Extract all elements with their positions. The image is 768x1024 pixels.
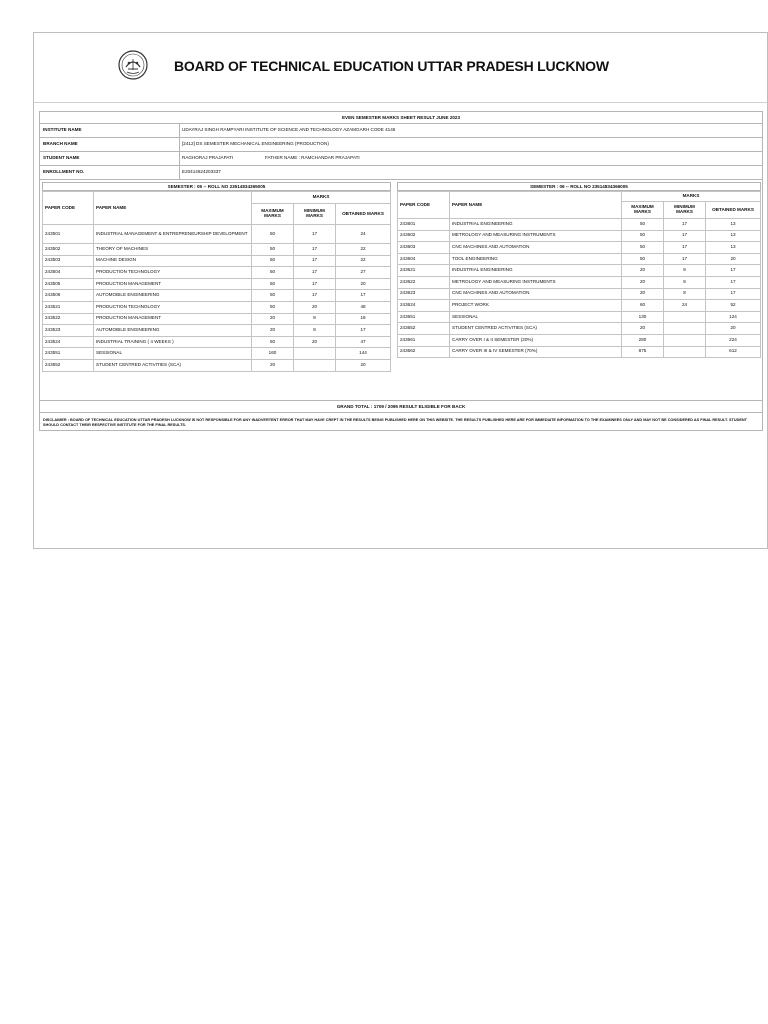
max-marks-cell: 50 [252, 336, 294, 348]
enrollment-label: ENROLLMENT NO. [43, 169, 85, 174]
max-marks-cell: 50 [252, 301, 294, 313]
semester-5-table [42, 191, 391, 372]
col-paper-code: PAPER CODE [398, 192, 450, 219]
min-marks-cell: 17 [294, 290, 336, 302]
col-marks: MARKS [622, 192, 761, 202]
father-name: FATHER NAME : RAMCHANDAR PRAJAPATI [265, 155, 360, 160]
student-value: RAGHORAJ PRAJAPATI [182, 155, 234, 160]
paper-name-cell: INDUSTRIAL ENGINEERING [450, 219, 622, 231]
obtained-marks-cell: 13 [706, 230, 761, 242]
paper-name-cell: INDUSTRIAL TRAINING ( 4 WEEKS ) [94, 336, 252, 348]
paper-code-cell: 243524 [43, 336, 94, 348]
min-marks-cell: 17 [294, 278, 336, 290]
table-row [43, 278, 391, 290]
obtained-marks-cell: 612 [706, 346, 761, 358]
institute-row [40, 124, 762, 138]
student-label: STUDENT NAME [43, 155, 80, 160]
paper-name-cell: CARRY OVER I & II SEMESTER (20%) [450, 334, 622, 346]
max-marks-cell: 50 [252, 278, 294, 290]
paper-code-cell: 243506 [43, 290, 94, 302]
table-row [43, 255, 391, 267]
institute-value: UDAYRAJ SINGH RAMPYARI INSTITUTE OF SCIENCE AND TECHNOLOGY AZAMGARH CODE 4146 [182, 127, 396, 132]
paper-code-cell: 243652 [398, 323, 450, 335]
col-paper-name: PAPER NAME [450, 192, 622, 219]
semester-6-table [397, 191, 761, 358]
min-marks-cell: 20 [294, 301, 336, 313]
paper-code-cell: 243505 [43, 278, 94, 290]
min-marks-cell: 20 [294, 336, 336, 348]
table-row [398, 230, 761, 242]
table-row [398, 288, 761, 300]
divider [179, 152, 180, 165]
min-marks-cell: 17 [664, 242, 706, 254]
min-marks-cell [294, 359, 336, 371]
paper-name-cell: MACHINE DESIGN [94, 255, 252, 267]
col-maximum: MAXIMUM MARKS [252, 204, 294, 225]
divider [179, 138, 180, 151]
max-marks-cell: 50 [252, 244, 294, 256]
obtained-marks-cell: 18 [336, 313, 391, 325]
table-row [43, 225, 391, 244]
paper-code-cell: 243623 [398, 288, 450, 300]
obtained-marks-cell: 20 [336, 359, 391, 371]
paper-name-cell: METROLOGY AND MEASURING INSTRUMENTS [450, 230, 622, 242]
paper-code-cell: 243503 [43, 255, 94, 267]
obtained-marks-cell: 124 [706, 311, 761, 323]
paper-code-cell: 243522 [43, 313, 94, 325]
paper-name-cell: STUDENT CENTRED ACTIVITIES (SCA) [450, 323, 622, 335]
max-marks-cell: 20 [252, 313, 294, 325]
semester-6-section [397, 182, 761, 358]
result-block [39, 111, 763, 431]
table-row [398, 242, 761, 254]
min-marks-cell: 17 [664, 253, 706, 265]
obtained-marks-cell: 27 [336, 267, 391, 279]
paper-name-cell: AUTOMOBILE ENGINEERING [94, 325, 252, 337]
board-title: BOARD OF TECHNICAL EDUCATION UTTAR PRADESH LUCKNOW [174, 58, 609, 74]
divider [179, 124, 180, 137]
max-marks-cell: 20 [252, 325, 294, 337]
paper-code-cell: 243601 [398, 219, 450, 231]
table-row [398, 276, 761, 288]
min-marks-cell: 17 [294, 267, 336, 279]
col-paper-name: PAPER NAME [94, 192, 252, 225]
semester-5-title: SEMESTER : 05 -- ROLL NO 23514834365005 [42, 182, 391, 191]
min-marks-cell: 8 [294, 313, 336, 325]
col-minimum: MINIMUM MARKS [664, 202, 706, 219]
col-obtained: OBTAINED MARKS [336, 204, 391, 225]
obtained-marks-cell: 22 [336, 255, 391, 267]
paper-name-cell: TOOL ENGINEERING [450, 253, 622, 265]
col-minimum: MINIMUM MARKS [294, 204, 336, 225]
paper-code-cell: 243504 [43, 267, 94, 279]
max-marks-cell: 50 [252, 225, 294, 244]
table-row [43, 325, 391, 337]
col-maximum: MAXIMUM MARKS [622, 202, 664, 219]
obtained-marks-cell: 20 [336, 278, 391, 290]
table-row [43, 301, 391, 313]
enrollment-row [40, 166, 762, 180]
table-row [398, 300, 761, 312]
semester-tables [40, 180, 762, 401]
paper-code-cell: 243521 [43, 301, 94, 313]
obtained-marks-cell: 13 [706, 219, 761, 231]
paper-name-cell: PRODUCTION TECHNOLOGY [94, 301, 252, 313]
paper-code-cell: 243622 [398, 276, 450, 288]
paper-name-cell: METROLOGY AND MEASURING INSTRUMENTS [450, 276, 622, 288]
up-emblem-icon [118, 50, 148, 80]
col-paper-code: PAPER CODE [43, 192, 94, 225]
min-marks-cell [664, 311, 706, 323]
obtained-marks-cell: 52 [706, 300, 761, 312]
paper-code-cell: 243502 [43, 244, 94, 256]
paper-name-cell: SESSIONAL [450, 311, 622, 323]
table-row [43, 336, 391, 348]
max-marks-cell: 280 [622, 334, 664, 346]
obtained-marks-cell: 24 [336, 225, 391, 244]
table-row [398, 265, 761, 277]
max-marks-cell: 20 [252, 359, 294, 371]
table-row [398, 323, 761, 335]
paper-name-cell: THEORY OF MACHINES [94, 244, 252, 256]
min-marks-cell [664, 323, 706, 335]
disclaimer: DISCLAIMER : BOARD OF TECHNICAL EDUCATION UTTAR PRADESH LUCKNOW IS NOT RESPONSIBLE FOR ANY INADVERTENT ERROR THAT MAY HAVE CREPT IN THE RESULTS BEING PUBLISHED HERE ON THIS WEBSITE. THE RESULTS PUBLISHED HERE ARE FOR IMMEDIATE INFORMATION TO THE EXAMINEES ONLY AND MAY NOT BE CONSIDERED AS FINAL RESULT. STUDENT SHOULD CONTACT THEIR RESPECTIVE INSTITUTE FOR THE FINAL RESULTS. [43, 418, 747, 427]
semester-5-section [42, 182, 391, 372]
max-marks-cell: 60 [622, 300, 664, 312]
min-marks-cell: 17 [664, 230, 706, 242]
min-marks-cell: 17 [664, 219, 706, 231]
min-marks-cell: 17 [294, 244, 336, 256]
semester-6-title: SEMESTER : 06 -- ROLL NO 23514834366005 [397, 182, 761, 191]
min-marks-cell: 8 [664, 288, 706, 300]
paper-name-cell: PRODUCTION TECHNOLOGY [94, 267, 252, 279]
obtained-marks-cell: 47 [336, 336, 391, 348]
table-row [398, 219, 761, 231]
paper-code-cell: 243603 [398, 242, 450, 254]
max-marks-cell: 20 [622, 265, 664, 277]
obtained-marks-cell: 20 [706, 323, 761, 335]
max-marks-cell: 50 [622, 242, 664, 254]
paper-name-cell: INDUSTRIAL MANAGEMENT & ENTREPRENEURSHIP DEVELOPMENT [94, 225, 252, 244]
table-row [398, 334, 761, 346]
min-marks-cell [664, 334, 706, 346]
enrollment-value: E20414624203337 [182, 169, 221, 174]
branch-label: BRANCH NAME [43, 141, 78, 146]
paper-name-cell: PROJECT WORK [450, 300, 622, 312]
max-marks-cell: 20 [622, 288, 664, 300]
table-row [43, 348, 391, 360]
max-marks-cell: 50 [252, 267, 294, 279]
obtained-marks-cell: 20 [706, 253, 761, 265]
paper-code-cell: 243662 [398, 346, 450, 358]
grand-total: GRAND TOTAL : 1709 / 2095 RESULT ELIGIBLE FOR BACK [40, 401, 762, 413]
divider [179, 166, 180, 179]
paper-name-cell: PRODUCTION MANAGEMENT [94, 278, 252, 290]
table-row [43, 290, 391, 302]
table-row [43, 313, 391, 325]
paper-name-cell: STUDENT CENTRED ACTIVITIES (SCA) [94, 359, 252, 371]
table-row [398, 253, 761, 265]
marks-sheet [33, 32, 768, 549]
max-marks-cell: 50 [252, 255, 294, 267]
min-marks-cell: 8 [664, 276, 706, 288]
paper-code-cell: 243552 [43, 359, 94, 371]
student-row [40, 152, 762, 166]
min-marks-cell [294, 348, 336, 360]
obtained-marks-cell: 17 [706, 288, 761, 300]
max-marks-cell: 50 [252, 290, 294, 302]
col-marks: MARKS [252, 192, 391, 204]
paper-name-cell: PRODUCTION MANAGEMENT [94, 313, 252, 325]
paper-code-cell: 243651 [398, 311, 450, 323]
max-marks-cell: 20 [622, 276, 664, 288]
table-row [43, 267, 391, 279]
exam-title: EVEN SEMESTER MARKS SHEET RESULT JUNE 2023 [40, 112, 762, 124]
min-marks-cell: 17 [294, 255, 336, 267]
min-marks-cell: 24 [664, 300, 706, 312]
max-marks-cell: 50 [622, 253, 664, 265]
obtained-marks-cell: 17 [336, 290, 391, 302]
max-marks-cell: 875 [622, 346, 664, 358]
paper-name-cell: AUTOMOBILE ENGINEERING [94, 290, 252, 302]
max-marks-cell: 160 [252, 348, 294, 360]
table-row [43, 359, 391, 371]
max-marks-cell: 20 [622, 323, 664, 335]
institute-label: INSTITUTE NAME [43, 127, 82, 132]
paper-name-cell: CNC MACHINES AND AUTOMATION [450, 242, 622, 254]
paper-code-cell: 243602 [398, 230, 450, 242]
obtained-marks-cell: 144 [336, 348, 391, 360]
branch-value: [2412] DS SEMESTER MECHANICAL ENGINEERING (PRODUCTION) [182, 141, 329, 146]
obtained-marks-cell: 224 [706, 334, 761, 346]
min-marks-cell [664, 346, 706, 358]
max-marks-cell: 50 [622, 219, 664, 231]
max-marks-cell: 50 [622, 230, 664, 242]
obtained-marks-cell: 22 [336, 244, 391, 256]
obtained-marks-cell: 17 [336, 325, 391, 337]
table-row [398, 311, 761, 323]
max-marks-cell: 130 [622, 311, 664, 323]
table-row [398, 346, 761, 358]
obtained-marks-cell: 17 [706, 276, 761, 288]
paper-name-cell: INDUSTRIAL ENGINEERING [450, 265, 622, 277]
paper-code-cell: 243551 [43, 348, 94, 360]
paper-code-cell: 243661 [398, 334, 450, 346]
col-obtained: OBTAINED MARKS [706, 202, 761, 219]
paper-code-cell: 243523 [43, 325, 94, 337]
obtained-marks-cell: 17 [706, 265, 761, 277]
min-marks-cell: 8 [294, 325, 336, 337]
table-row [43, 244, 391, 256]
paper-name-cell: SESSIONAL [94, 348, 252, 360]
paper-code-cell: 243624 [398, 300, 450, 312]
min-marks-cell: 8 [664, 265, 706, 277]
paper-name-cell: CARRY OVER III & IV SEMESTER (70%) [450, 346, 622, 358]
obtained-marks-cell: 13 [706, 242, 761, 254]
paper-code-cell: 243621 [398, 265, 450, 277]
min-marks-cell: 17 [294, 225, 336, 244]
paper-code-cell: 243501 [43, 225, 94, 244]
page-header [34, 33, 767, 103]
paper-name-cell: CNC MACHINES AND AUTOMATION [450, 288, 622, 300]
branch-row [40, 138, 762, 152]
paper-code-cell: 243604 [398, 253, 450, 265]
obtained-marks-cell: 48 [336, 301, 391, 313]
